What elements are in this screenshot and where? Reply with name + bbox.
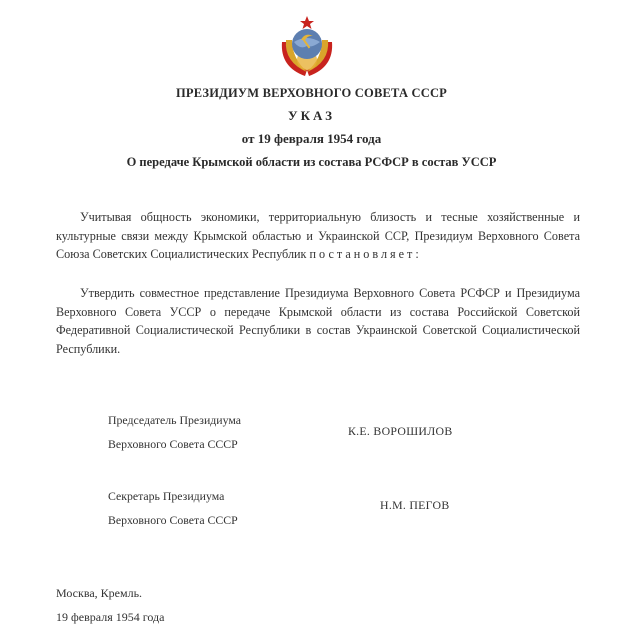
chairman-name: К.Е. ВОРОШИЛОВ (348, 424, 453, 438)
resolves-word: постановляет: (309, 247, 422, 261)
preamble-text: Учитывая общность экономики, территориальную близость и тесные хозяйственные и культурные связи между Крымской областью и Украинской ССР, Президиум Верховного Совета Союза Советских Социалистических Республик (56, 210, 580, 261)
issuer-title: ПРЕЗИДИУМ ВЕРХОВНОГО СОВЕТА СССР (175, 86, 448, 100)
signature-block-chairman (108, 408, 241, 456)
chairman-title-line2: Верховного Совета СССР (108, 437, 238, 451)
resolution-text: Утвердить совместное представление Президиума Верховного Совета РСФСР и Президиума Верховного Совета УССР о передаче Крымской области из состава Российской Советской Федеративной Социалистической Республики в состав Украинской Советской Социалистической Республики. (56, 286, 580, 356)
resolution-paragraph (56, 284, 580, 358)
secretary-title-line1: Секретарь Президиума (108, 489, 225, 503)
secretary-name: Н.М. ПЕГОВ (380, 498, 450, 512)
secretary-title-line2: Верховного Совета СССР (108, 513, 238, 527)
signature-block-secretary (108, 484, 238, 532)
decree-subject: О передаче Крымской области из состава РСФСР в состав УССР (126, 155, 497, 169)
place-and-date (56, 581, 164, 629)
chairman-title-line1: Председатель Президиума (108, 413, 241, 427)
issue-date: 19 февраля 1954 года (56, 610, 165, 624)
issue-place: Москва, Кремль. (56, 586, 143, 600)
document-type: УКАЗ (288, 108, 335, 123)
preamble-paragraph (56, 208, 580, 264)
decree-date: от 19 февраля 1954 года (241, 131, 382, 146)
ussr-emblem-icon (272, 12, 342, 82)
